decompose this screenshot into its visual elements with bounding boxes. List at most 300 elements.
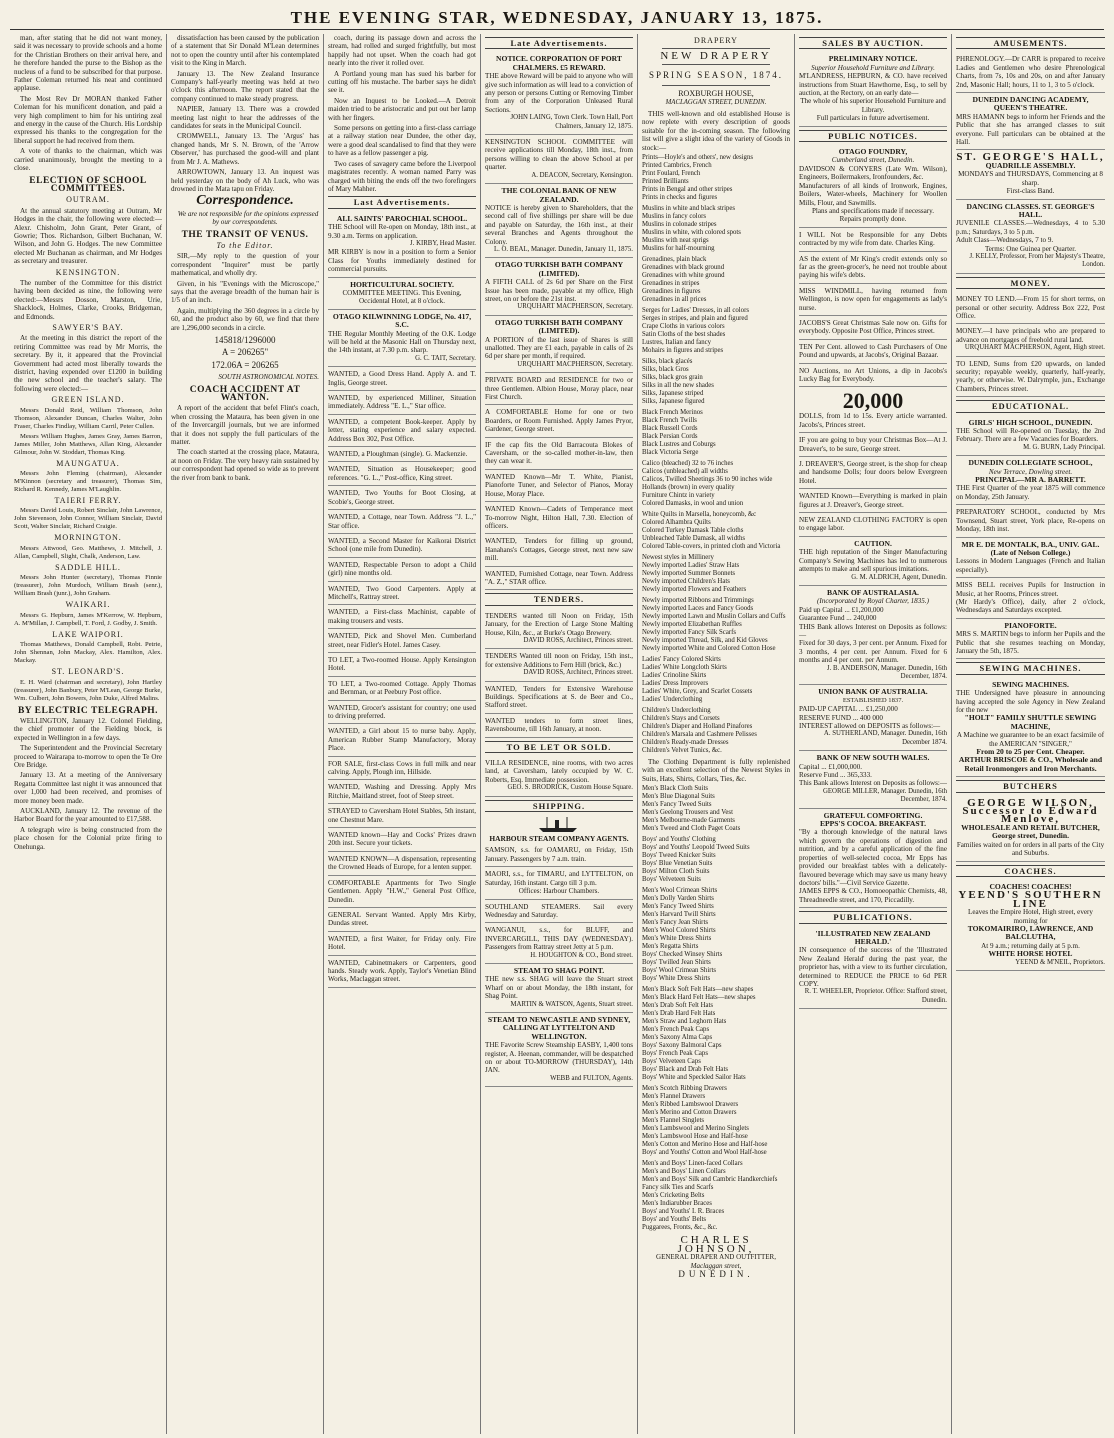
goods-list-item: Men's Straw and Leghorn Hats (642, 1018, 727, 1026)
ad-title: PIANOFORTE. (1004, 620, 1057, 630)
ad-text: A FIFTH CALL of 2s 6d per Share on the First Issue has been made, payable at my office, High street, on or before the 21st inst. (485, 278, 633, 303)
classified-ad: GENERAL Servant Wanted. Apply Mrs Kirby, Dundas street. (328, 908, 476, 932)
goods-list-item: Children's Diaper and Holland Pinafores (642, 723, 753, 731)
article-text: The coach started at the crossing place, Mataura, at noon on Friday. The very heavy rain sustained by our correspondent had opened so wide as to prevent the river from bank to bank. (171, 448, 319, 482)
section-heading: DRAPERY (694, 36, 738, 45)
goods-list-item: Men's French Peak Caps (642, 1026, 710, 1034)
goods-list-item: Boys' and Youths' Belts (642, 1216, 707, 1224)
ad-text: First-class Band. (1006, 187, 1055, 196)
goods-list-item: Prints in Bengal and other stripes (642, 186, 733, 194)
advertisement (956, 619, 1105, 660)
ad-subtitle: "HOLT" FAMILY SHUTTLE SEWING MACHINE, (964, 713, 1097, 731)
goods-list-item: Grenadines in figures (642, 288, 701, 296)
goods-list-item: Men's Regatta Shirts (642, 943, 699, 951)
goods-list-item: Hollands (brown) in every quality (642, 484, 735, 492)
goods-list-item: Silks, Japanese striped (642, 390, 704, 398)
ad-title: ST. GEORGE'S HALL, (956, 151, 1105, 164)
goods-list-item: Muslins in white and black stripes (642, 205, 736, 213)
ad-subtitle: New Terrace, Dowling street. (988, 467, 1073, 476)
article-text: A Portland young man has sued his barber for cutting off his mustache. The barber says he didn't see it. (328, 69, 476, 95)
ad-signature: WEBB and FULTON, Agents. (550, 1074, 633, 1082)
advertisement (485, 184, 633, 258)
ad-text: Paid up Capital ... £1,200,000 (799, 605, 884, 614)
article-text: January 13. At a meeting of the Anniversary Regatta Committee last night it was announced that over 1,000 had been received, and promises of more money been made. (14, 771, 162, 805)
ad-text: Leaves the Empire Hotel, High street, every morning for (968, 908, 1093, 925)
ad-text: THE above Reward will be paid to anyone who will give such information as will lead to a conviction of any person or persons Cutting or Removing Timber from any of the Corporation Unleased Rural Sections. (485, 72, 633, 114)
ad-signature: URQUHART MACPHERSON, Secretary. (517, 360, 633, 368)
advertisement (956, 200, 1105, 274)
goods-list-item: Boys' Milton Cloth Suits (642, 868, 710, 876)
advertisement (799, 751, 947, 808)
classified-ad: IF you are going to buy your Christmas Box—At J. Dreaver's, to be sure, George street. (799, 433, 947, 457)
ad-text: THE School will Re-opened on Tuesday, the 2nd February. There are a few Vacancies for Boarders. (956, 427, 1105, 444)
goods-list-item: Ladies' White, Grey, and Scarlet Cossets (642, 688, 753, 696)
goods-list-item: Grenadines in stripes (642, 280, 700, 288)
goods-list-item: Men's Black Cloth Suits (642, 785, 708, 793)
classified-ad: WANTED tenders to form street lines, Ravensbourne, till 16th January, at noon. (485, 714, 633, 738)
classified-ad: TO LET, a Two-roomed House. Apply Kensington Hotel. (328, 653, 476, 677)
ad-text: THE School will Re-open on Monday, 18th inst., at 9.30 a.m. Terms on application. (328, 223, 476, 240)
advertisement (485, 867, 633, 899)
goods-list-item: Black Persian Cords (642, 433, 698, 441)
goods-list-item: Calicos (unbleached) all widths (642, 468, 728, 476)
ad-signature: L. O. BEAL, Manager. Dunedin, January 11, 1875. (493, 245, 633, 253)
advertisement (485, 964, 633, 1013)
advertisement (956, 796, 1105, 862)
ad-text: Repairs promptly done. (839, 215, 907, 224)
classified-ad: WANTED, a Girl about 15 to nurse baby. Apply, American Rubber Stamp Manufactory, Moray Place. (328, 724, 476, 756)
section-heading: PUBLIC NOTICES. (799, 130, 947, 142)
ad-text: A PORTION of the last issue of Shares is still unallotted. They are £1 each, payable in calls of 2s 6d per share per month, if required. (485, 335, 633, 361)
ad-text: DAVIDSON & CONYERS (Late Wm. Wilson), Engineers, Boilermakers, Ironfounders, &c. (799, 164, 947, 182)
advertisement (328, 310, 476, 367)
ad-text: NOTICE is hereby given to Shareholders, that the second call of five shillings per share will be due and payable on Saturday, the 16th inst., at their several Branches and Agents throughout the Colony. (485, 203, 633, 246)
goods-list-item: Puggarees, Fronts, &c., &c. (642, 1224, 718, 1232)
ad-title: BANK OF NEW SOUTH WALES. (816, 753, 930, 763)
subheading: LAKE WAIPORI. (52, 629, 124, 639)
goods-list-item: Children's Stays and Corsets (642, 715, 720, 723)
classified-ad: PHRENOLOGY.—Dr CARR is prepared to receive Ladies and Gentlemen who desire Phrenological Charts, from 7s, 10s and 20s, on and after January 2nd, Masonic Hall; hours, 11 to 1, 3 to 5 o'clock. (956, 52, 1105, 93)
subheading: MORNINGTON. (54, 533, 122, 543)
goods-list-item: Men's Lambswool and Merino Singlets (642, 1125, 749, 1133)
classified-ad: PREPARATORY SCHOOL, conducted by Mrs Townsend, Stuart street, York place, Re-opens on Monday, 18th inst. (956, 505, 1105, 537)
ad-signature: GEO. S. BRODRICK, Custom House Square. (507, 784, 633, 792)
goods-list-item: Silks in all the new shades (642, 382, 714, 390)
ad-text: MRS S. MARTIN begs to inform her Pupils and the Public that she resumes teaching on Monday, January the 5th, 1875. (956, 630, 1105, 655)
ad-text: "By a thorough knowledge of the natural laws which govern the operations of digestion and nutrition, and by a careful application of the fine properties of well-selected cocoa, Mr Epps has provided our breakfast tables with a delicately-flavoured beverage which may save us many heavy doctors' bills."—Civil Service Gazette. (799, 828, 947, 887)
advertisement (799, 809, 947, 908)
classified-ad: WANTED, a competent Book-keeper. Apply by letter, stating experience and salary expected. Address Box 302, Post Office. (328, 415, 476, 447)
goods-list-item: Men's Merino and Cotton Drawers (642, 1109, 737, 1117)
goods-list-item: Children's Velvet Tunics, &c. (642, 747, 722, 755)
correspondence-heading: Correspondence. (196, 193, 294, 209)
ad-text: RESERVE FUND ... 400 000 (799, 713, 883, 722)
goods-list-item: Boys' Velveteen Caps (642, 1058, 701, 1066)
goods-list-item: Grenadines with black ground (642, 264, 725, 272)
article-text: The number of the Committee for this district having been decided as nine, the following were elected:—Messrs Dosson, Marston, Urie, Shacklock, Holmes, Clarke, Crooks, Bridgeman, and Edmonds. (14, 278, 162, 321)
goods-list-item: Newly imported Ribbons and Trimmings (642, 597, 754, 605)
goods-list-item: Men's and Boys' Linen-faced Collars (642, 1160, 743, 1168)
ad-text: TENDERS wanted till Noon on Friday, 15th January, for the Erection of Large Stone Malting House, Kiln, &c., at Burke's Otago Brewery. (485, 611, 633, 637)
goods-list-item: Boys' Tweed Knicker Suits (642, 852, 716, 860)
goods-list-item: Mohairs in figures and stripes (642, 347, 724, 355)
subheading: GREEN ISLAND. (51, 395, 125, 405)
advertisement (485, 135, 633, 184)
article-text: At the annual statutory meeting at Outram, Mr Hodges in the chair, the following were elected:—Alexr. Chisholm, John Grant, Peter Grant, of Gowrie; Thos. Richardson, Gilbert Buchanan, W. Wilson, and John G. Hodges. The new Committee elected Mr Buchanan as chairman, and Mr Hodges as secretary and treasurer. (14, 206, 162, 266)
names-list: Messrs John Hunter (secretary), Thomas Finnie (treasurer), John Murdoch, William Brash (senr.), William Brash (junr.), John Graham. (14, 574, 162, 598)
article-text: dissatisfaction has been caused by the publication of a statement that Sir Donald M'Lean determines not to open the country until after his contemplated visit to the King in March. (171, 34, 319, 68)
house-name: ROXBURGH HOUSE, (678, 89, 754, 99)
goods-list-item: Ladies' Crinoline Skirts (642, 672, 707, 680)
advertisement (799, 387, 947, 433)
advertisement (956, 880, 1105, 971)
subheading: ST. LEONARD'S. (51, 667, 125, 677)
ad-text: IN consequence of the success of the 'Illustrated New Zealand Herald' during the past year, the proprietor has, with a view to its further circulation, determined to REDUCE the PRICE to 6d PER COPY. (799, 946, 947, 988)
ad-title: OTAGO TURKISH BATH COMPANY (LIMITED). (494, 260, 624, 278)
classified-ad: AS the extent of Mr King's credit extends only so far as the green-grocer's, he need not trouble about paying his wife's debts. (799, 252, 947, 284)
goods-list-item: Boys' and Youths' I. R. Braces (642, 1208, 725, 1216)
section-heading: SHIPPING. (485, 800, 633, 812)
section-heading: Late Advertisements. (485, 37, 633, 49)
ad-subtitle: (Incorporated by Royal Charter, 1835.) (817, 597, 929, 606)
ad-title: GEORGE WILSON, Successor to Edward Menlove, (962, 796, 1099, 826)
goods-list-item: Boys' Blue Venetian Suits (642, 860, 713, 868)
goods-list-item: Black French Twills (642, 417, 697, 425)
ad-title: STEAM TO NEWCASTLE AND SYDNEY, CALLING AT LYTTELTON AND WELLINGTON. (487, 1014, 631, 1041)
goods-list-item: Men's Scotch Ribbing Drawers (642, 1085, 727, 1093)
ad-title: NOTICE. CORPORATION OF PORT CHALMERS. £5 REWARD. (496, 54, 622, 72)
goods-list-item: Grenadines in all prices (642, 296, 707, 304)
ad-title: OTAGO KILWINNING LODGE, No. 417, S.C. (332, 311, 472, 330)
goods-list-item: Men's and Boys' Linen Collars (642, 1168, 726, 1176)
goods-list-item: Children's Underclothing (642, 707, 711, 715)
ad-text: THE high reputation of the Singer Manufacturing Company's Sewing Machines has led to numerous attempts to make and sell spurious imitations. (799, 548, 947, 574)
goods-list (642, 460, 790, 551)
section-heading: THE TRANSIT OF VENUS. (181, 229, 309, 240)
classified-ad: TO LEND, Sums from £20 upwards, on landed security; repayable weekly, quarterly, half-yearly, yearly, or otherwise. W. Dalrymple, jun., Exchange Chambers, Princes street. (956, 357, 1105, 398)
ad-text: Plans and specifications made if necessary. (811, 206, 935, 215)
ad-text: MRS HAMANN begs to inform her Friends and the Public that she has arranged classes to suit everyone. Full particulars can be obtained at the Hall. (956, 112, 1105, 147)
classified-ad: PRIVATE BOARD and RESIDENCE for two or three Gentlemen. Albion House, Moray place, near First Church. (485, 373, 633, 405)
advertisement (799, 52, 947, 126)
equation: 145818/1296000 (214, 335, 276, 345)
goods-list-item: Newly imported Lawn and Muslin Collars and Cuffs (642, 613, 786, 621)
ad-subtitle: WHOLESALE AND RETAIL BUTCHER, George street, Dunedin. (961, 822, 1100, 841)
goods-list-item: Printed Brilliants (642, 178, 689, 186)
season-title: SPRING SEASON, 1874. (648, 69, 784, 80)
classified-ad: MISS WINDMILL, having returned from Wellington, is now open for engagements as lady's nurse. (799, 284, 947, 316)
ad-text: THE new s.s. SHAG will leave the Stuart street Wharf on or about Monday, the 18th instant, for Shag Point. (485, 975, 633, 1001)
article-text: AUCKLAND, January 12. The revenue of the Harbor Board for the year amounted to £17,588. (14, 806, 162, 824)
ad-subtitle: WHITE HORSE HOTEL (988, 949, 1073, 959)
goods-list-item: Men's Indiarubber Braces (642, 1200, 712, 1208)
goods-list-item: Fancy silk Ties and Scarfs (642, 1184, 714, 1192)
article-text: Two cases of savagery came before the Liverpool magistrates recently. A woman named Parry was charged with biting the ends off the two forefingers of Mary Mahher. (328, 159, 476, 193)
ad-title: SEWING MACHINES. (992, 679, 1069, 689)
ad-text: A Machine we guarantee to be an exact facsimile of the AMERICAN "SINGER," (956, 731, 1105, 748)
merchant-street: Maclaggan street, (690, 1261, 742, 1270)
section-heading: AMUSEMENTS. (956, 37, 1105, 49)
goods-list-item: Silks, black gros grain (642, 374, 703, 382)
ad-text: Families waited on for orders in all parts of the City and Suburbs. (956, 840, 1105, 858)
advertisement (485, 649, 633, 681)
goods-list-item: Men's Flannel Drawers (642, 1093, 706, 1101)
ad-title: YEEND'S SOUTHERN LINE (958, 889, 1103, 910)
goods-list (642, 154, 790, 304)
ad-subtitle: PRINCIPAL—MR A. BARRETT. (975, 475, 1086, 485)
house-address: MACLAGGAN STREET, DUNEDIN. (665, 98, 767, 106)
merchant-city: DUNEDIN. (678, 1268, 754, 1279)
ad-signature: A. DEACON, Secretary, Kensington. (531, 171, 633, 179)
classified-ad: WANTED, Situation as Housekeeper; good references. "G. L.," Post-office, King street. (328, 462, 476, 486)
goods-list-item: Men's Cricketing Belts (642, 1192, 705, 1200)
classified-ad: I WILL Not be Responsible for any Debts contracted by my wife from date. Charles King. (799, 228, 947, 252)
classified-ad: WANTED Known—Mr T. White, Pianist, Pianoforte Tuner, and Selector of Pianos, Moray House, Moray Place. (485, 470, 633, 502)
ad-text: MONEY.—I have principals who are prepared to advance on mortgages of freehold rural land. (956, 327, 1105, 344)
goods-list-item: Calicos, Twilled Sheetings 36 to 90 inches wide (642, 476, 773, 484)
goods-list-item: Colored Alhambra Quilts (642, 519, 711, 527)
ad-signature: DAVID ROSS, Architect, Princes street. (523, 669, 633, 677)
goods-list-item: Men's Flannel Singlets (642, 1117, 705, 1125)
ad-text: KENSINGTON SCHOOL COMMITTEE will receive applications till Monday, 18th inst., from persons willing to clean the above School at per quarter. (485, 138, 633, 172)
names-list: Messrs William Hughes, James Gray, James Barron, James Miller, John Matthews, Allan King, Alexander Gilmour, John W. Stoddart, Thomas King. (14, 432, 162, 456)
goods-list-item: Men's Fancy Tweed Shirts (642, 903, 714, 911)
goods-list-item: Newly imported Fancy Silk Scarfs (642, 629, 737, 637)
goods-list-item: Muslins in fancy colors (642, 213, 706, 221)
advertisement (956, 678, 1105, 777)
ad-text: Manufacturers of all kinds of Ironwork, Engines, Boilers, Water-wheels, Machinery for Woollen Mills, Flour, and Sawmills. (799, 181, 947, 207)
classified-ad: WANTED, a Second Master for Kaikorai District School (one mile from Dunedin). (328, 534, 476, 558)
section-heading: COACHES. (956, 865, 1105, 877)
ad-text: This Bank allows Interest on Deposits as follows:— (799, 779, 947, 788)
subheading: WAIKARI. (65, 600, 111, 610)
names-list: Messrs Attwood, Geo. Matthews, J. Mitchell, J. Allan, Campbell, Slight, Chalk, Anderson, Law. (14, 544, 162, 560)
goods-list-item: Children's Marsala and Cashmere Pelisses (642, 731, 757, 739)
ad-title: 'ILLUSTRATED NEW ZEALAND HERALD.' (815, 928, 931, 946)
ad-text: INTEREST allowed on DEPOSITS as follows:— (799, 722, 941, 730)
article-text: January 13. The New Zealand Insurance Company's half-yearly meeting was held at two o'clock this afternoon. The report stated that the company continued to make steady progress. (171, 69, 319, 103)
advertisement (328, 212, 476, 278)
classified-ad: SOUTHLAND STEAMERS. Sail every Wednesday and Saturday. (485, 900, 633, 924)
goods-list-item: Prints in checks and figures (642, 194, 718, 202)
ad-text: Terms: One Guinea per Quarter. (984, 244, 1077, 253)
section-heading: TO BE LET OR SOLD. (485, 741, 633, 753)
goods-list-item: Men's Lambswool Hose and Half-hose (642, 1133, 748, 1141)
ad-signature: YEEND & M'NEIL, Proprietors. (1015, 958, 1105, 966)
ad-text: JUVENILE CLASSES.—Wednesdays, 4 to 5.30 p.m.; Saturdays, 3 to 5 p.m. (956, 219, 1105, 236)
goods-list-item: Men's Black Hard Felt Hats—new shapes (642, 994, 756, 1002)
advertisement (799, 145, 947, 228)
section-heading: SEWING MACHINES. (956, 662, 1105, 674)
goods-list-item: Boys' White Dress Shirts (642, 975, 711, 983)
goods-list-item: Children's Ready-made Dresses (642, 739, 729, 747)
advertisement (799, 586, 947, 685)
ad-text: MONDAYS and THURSDAYS, Commencing at 8 sharp. (958, 170, 1103, 187)
goods-list-item: Serges in stripes, and plain and figured (642, 315, 748, 323)
section-heading: BY ELECTRIC TELEGRAPH. (17, 705, 159, 716)
drapery-title: NEW DRAPERY (660, 50, 772, 63)
classified-ad: WANTED Known—Everything is marked in plain figures at J. Dreaver's, George street. (799, 489, 947, 513)
ad-signature: J. KELLY, Professor, From her Majesty's Theatre, London. (969, 252, 1105, 269)
ad-text: PAID-UP CAPITAL ... £1,250,000 (799, 705, 898, 714)
article-text: Again, multiplying the 360 degrees in a circle by 60, and the product also by 60, we find that there are 1,296,000 seconds in a circle. (171, 306, 319, 332)
ad-text: MR KIRBY is now in a position to form a Senior Class for Youths immediately destined for commercial pursuits. (328, 248, 476, 274)
goods-list-item: Lustres, Italian and fancy (642, 339, 712, 347)
goods-list-item: Men's and Boys' Silk and Cambric Handkerchiefs (642, 1176, 778, 1184)
article-text: man, after stating that he did not want money, said it was necessary to provide schools and a home for the Christian Brothers on their arrival here, and he therefore handed the purse to the Bishop as the nucleus of a fund to be subscribed for that purpose. Father Coleman returned his neat and continued applause. (14, 34, 162, 93)
goods-list-item: Newly imported Laces and Fancy Goods (642, 605, 754, 613)
ad-title: OTAGO FOUNDRY, (838, 147, 908, 157)
goods-list-item: Unbleached Table Damask, all widths (642, 535, 746, 543)
goods-list-item: Boys' White and Speckled Sailor Hats (642, 1074, 746, 1082)
classified-ad: JACOBS'S Great Christmas Sale now on. Gifts for everybody. Opposite Post Office, Princes street. (799, 316, 947, 340)
article-text: NAPIER, January 13. There was a crowded meeting last night to hear the addresses of the candidates for seats in the Municipal Council. (171, 105, 319, 131)
ad-text: THE Regular Monthly Meeting of the O.K. Lodge will be held at the Masonic Hall on Thursday next, the 14th instant, at 7.30 p.m. sharp. (328, 329, 476, 355)
goods-list-item: Print Foulard, French (642, 170, 701, 178)
goods-list-item: Calico (bleached) 32 to 76 inches (642, 460, 734, 468)
classified-ad: WANTED, a Ploughman (single). G. Mackenzie. (328, 447, 476, 462)
goods-list-item: Men's Harvard Twill Shirts (642, 911, 716, 919)
goods-list-item: Boys' Checked Winsey Shirts (642, 951, 723, 959)
goods-list-item: Boys' French Peak Caps (642, 1050, 708, 1058)
goods-list-item: Newly imported Ladies' Straw Hats (642, 562, 740, 570)
classified-ad: WANTED, Two Youths for Boot Closing, at Scobie's, George street. (328, 486, 476, 510)
goods-list-item: Boys' and Youths' Cotton and Wool Half-hose (642, 1149, 767, 1157)
classified-ad: WANTED, Grocer's assistant for country; one used to driving preferred. (328, 701, 476, 725)
article-text: At the meeting in this district the report of the retiring Committee was read by Mr Morris, the secretary. By it, it appeared that the Provincial Government had acted most liberally towards the district, having expended over £1200 in building the new school and the teacher's salary. The following were elected:— (14, 334, 162, 393)
ad-text: M'LANDRESS, HEPBURN, & CO. have received instructions from Stuart Hawthorne, Esq., to sell by auction, at the Rectory, on an early date— (799, 72, 947, 98)
ad-title: THE COLONIAL BANK OF NEW ZEALAND. (501, 186, 617, 204)
masthead: THE EVENING STAR, WEDNESDAY, JANUARY 13, 1875. (10, 8, 1104, 30)
ad-title: ALL SAINTS' PAROCHIAL SCHOOL. (336, 213, 468, 223)
names-list: Messrs David Louis, Robert Sinclair, John Lawrence, John Stevenson, John Connor, William Sinclair, David Scott, Walter Sinclair, Richard Craigie. (14, 507, 162, 531)
ad-text: Full particulars in future advertisement. (816, 114, 930, 123)
ad-title: OTAGO TURKISH BATH COMPANY (LIMITED). (494, 317, 624, 336)
goods-list-item: Muslins for half-mourning (642, 245, 715, 253)
classified-ad: WANTED Known—Cadets of Temperance meet To-morrow Night, Hilton Hall, 7.30. Election of officers. (485, 502, 633, 534)
classified-ad: NO Auctions, no Art Unions, a dip in Jacobs's Lucky Bag for Everybody. (799, 364, 947, 388)
advertisement (956, 324, 1105, 356)
ad-signature: MARTIN & WATSON, Agents, Stuart street. (510, 1000, 633, 1008)
goods-list-item: Men's Drab Hard Felt Hats (642, 1010, 716, 1018)
ad-title: BANK OF AUSTRALASIA. (827, 587, 919, 597)
ad-signature: M. G. BURN, Lady Principal. (1023, 443, 1105, 451)
advertisement (328, 278, 476, 310)
goods-list-item: Ladies' White Longcloth Skirts (642, 664, 727, 672)
goods-list-item: Men's Ribbed Lambswool Drawers (642, 1101, 739, 1109)
names-list: Thomas Matthews, Donald Campbell, Robt. Petrie, John Shennan, John Mackay, Alex. Hamilton, Alex. Mackay. (14, 641, 162, 665)
ad-title: STEAM TO SHAG POINT. (513, 965, 605, 975)
goods-list-item: Grenadines with white ground (642, 272, 725, 280)
advertisement (799, 537, 947, 586)
classified-ad: WANTED, Two Good Carpenters. Apply at Mitchell's, Rattray street. (328, 582, 476, 606)
goods-list-item: Men's Wool Crimean Shirts (642, 887, 718, 895)
rule (662, 48, 770, 49)
goods-list-item: Colored Damasks, in wool and union (642, 500, 744, 508)
section-heading: BUTCHERS (956, 780, 1105, 792)
classified-ad: WANTED, Tenders for Extensive Warehouse Buildings. Specifications at S. de Beer and Co., Stafford street. (485, 682, 633, 714)
classified-ad: SAMSON, s.s. for OAMARU, on Friday, 15th January. Passengers by 7 a.m. train. (485, 843, 633, 867)
ad-subtitle: Superior Household Furniture and Library. (811, 63, 935, 72)
ad-text: From 20 to 25 per Cent. Cheaper. (976, 747, 1085, 757)
advertisement (956, 93, 1105, 150)
goods-list-item: Men's Fancy Tweed Suits (642, 801, 712, 809)
article-text: ARROWTOWN, January 13. An inquest was held yesterday on the body of Ah Luck, who was drowned in the Mata tapu on Friday. (171, 168, 319, 193)
goods-list-item: Boys' Black and Drab Felt Hats (642, 1066, 728, 1074)
ad-subtitle: QUADRILLE ASSEMBLY. (985, 160, 1076, 170)
goods-list-item: Boys' and Youths' Leopold Tweed Suits (642, 844, 750, 852)
classified-ad: WANTED, a Good Dress Hand. Apply A. and T. Inglis, George street. (328, 367, 476, 391)
ad-text: DOLLS, from 1d to 15s. Every article warranted. Jacobs's, Princes street. (799, 412, 947, 429)
ad-subtitle: ESTABLISHED 1837. (842, 696, 904, 704)
ad-signature: URQUHART MACPHERSON, Agent, High street. (964, 344, 1105, 352)
ad-title: UNION BANK OF AUSTRALIA. (818, 687, 928, 697)
classified-ad: COMFORTABLE Apartments for Two Single Gentlemen. Apply "H.W.," General Post Office, Dunedin. (328, 876, 476, 908)
advertisement (956, 416, 1105, 457)
goods-list-item: Men's Dolly Varden Shirts (642, 895, 714, 903)
goods-list-item: Silks, Japanese figured (642, 398, 705, 406)
goods-list-item: Men's Melbourne-made Garments (642, 817, 735, 825)
ad-title: DUNEDIN COLLEGIATE SCHOOL, (968, 458, 1093, 468)
article-text: CROMWELL, January 13. The 'Argus' has changed hands, Mr S. N. Brown, of the 'Arrow Observer,' has purchased the good-will and plant from Mr J. A. Mathews. (171, 132, 319, 166)
ad-text: MISS BELL receives Pupils for Instruction in Music, at her Rooms, Princes street. (956, 581, 1105, 598)
ad-text: THE First Quarter of the year 1875 will commence on Monday, 25th January. (956, 484, 1105, 501)
column-3 (324, 34, 481, 1434)
columns (10, 34, 1104, 1434)
ad-title: EPPS'S COCOA. BREAKFAST. (819, 819, 927, 829)
ad-signature: GEORGE MILLER, Manager. Dunedin, 16th December, 1874. (822, 787, 947, 804)
ad-title: PRELIMINARY NOTICE. (828, 54, 918, 64)
article-text: The Most Rev Dr MORAN thanked Father Coleman for his munificent donation, and paid a very high compliment to him for his untiring zeal and energy in the cause of the Church. His Lordship expressed his thanks to the congregation for the liberal support he had received from them. (14, 94, 163, 145)
ad-text: The whole of his superior Household Furniture and Library. (800, 97, 946, 114)
ad-title: HORTICULTURAL SOCIETY. (350, 279, 454, 289)
goods-list-item: Satin Cloths of the best shades (642, 331, 726, 339)
ad-signature: DAVID ROSS, Architect, Princes street. (523, 636, 633, 644)
ad-text: WANGANUI, s.s., for BLUFF, and INVERCARGILL, THIS DAY (WEDNESDAY). Passengers from Rattray street Jetty at 5 p.m. (485, 926, 633, 952)
goods-list-item: Newly imported Summer Bonnets (642, 570, 736, 578)
ad-title: COACHES! COACHES! (989, 881, 1072, 891)
names-list: Messrs G. Hepburn, James M'Kerrow, W. Hepburn, A. M'Millan, J. Campbell, T. Ford, J. Godby, J. Smith. (14, 611, 162, 627)
signature: SOUTH ASTRONOMICAL NOTES. (218, 373, 319, 382)
merchant-trade: GENERAL DRAPER AND OUTFITTER, (656, 1253, 776, 1262)
goods-list-item: Men's Wool Colored Shirts (642, 927, 716, 935)
names-list: Messrs Donald Reid, William Thomson, John Thomson, Alexander Duncan, Charles Walter, John Fraser, Charles Findlay, William Carril, Peter Cullen. (14, 406, 162, 430)
goods-list-item: Prints—Hoyle's and others', new designs (642, 154, 754, 162)
goods-list-item: Newest styles in Millinery (642, 554, 714, 562)
classified-ad: WANTED known—Hay and Cocks' Prizes drawn 20th inst. Secure your tickets. (328, 828, 476, 852)
disclaimer: We are not responsible for the opinions expressed by our correspondents. (177, 209, 319, 227)
column-5 (638, 34, 795, 1434)
classified-ad: NEW ZEALAND CLOTHING FACTORY is open to engage labor. (799, 513, 947, 537)
goods-list (642, 785, 790, 1232)
ad-subtitle: Cumberland street, Dunedin. (831, 156, 915, 165)
rule (662, 85, 770, 86)
classified-ad: WANTED, a Cottage, near Town. Address "J. L.," Star office. (328, 510, 476, 534)
advertisement (485, 258, 633, 315)
names-list: Messrs John Fleming (chairman), Alexander M'Kinnon (secretary and treasurer), Thomas Sim, Richard R. Kennedy, James M'Laughlin. (14, 470, 162, 494)
goods-list-item: Men's Blue Diagonal Suits (642, 793, 715, 801)
advertisement (485, 52, 633, 135)
column-1 (10, 34, 167, 1434)
section-heading: TENDERS. (485, 593, 633, 605)
section-heading: COACH ACCIDENT AT WANTON. (189, 384, 301, 404)
goods-list-item: Ladies' Underclothing (642, 696, 703, 704)
column-6 (795, 34, 952, 1434)
classified-ad: IF the cap fits the Old Barracouta Blokes of Caversham, or the so-called mother-in-law, then they can wear it. (485, 438, 633, 470)
goods-list-item: Boys' Twilled Jean Shirts (642, 959, 711, 967)
ad-signature: G. M. ALDRICH, Agent, Dunedin. (851, 573, 947, 581)
advertisement (956, 456, 1105, 505)
